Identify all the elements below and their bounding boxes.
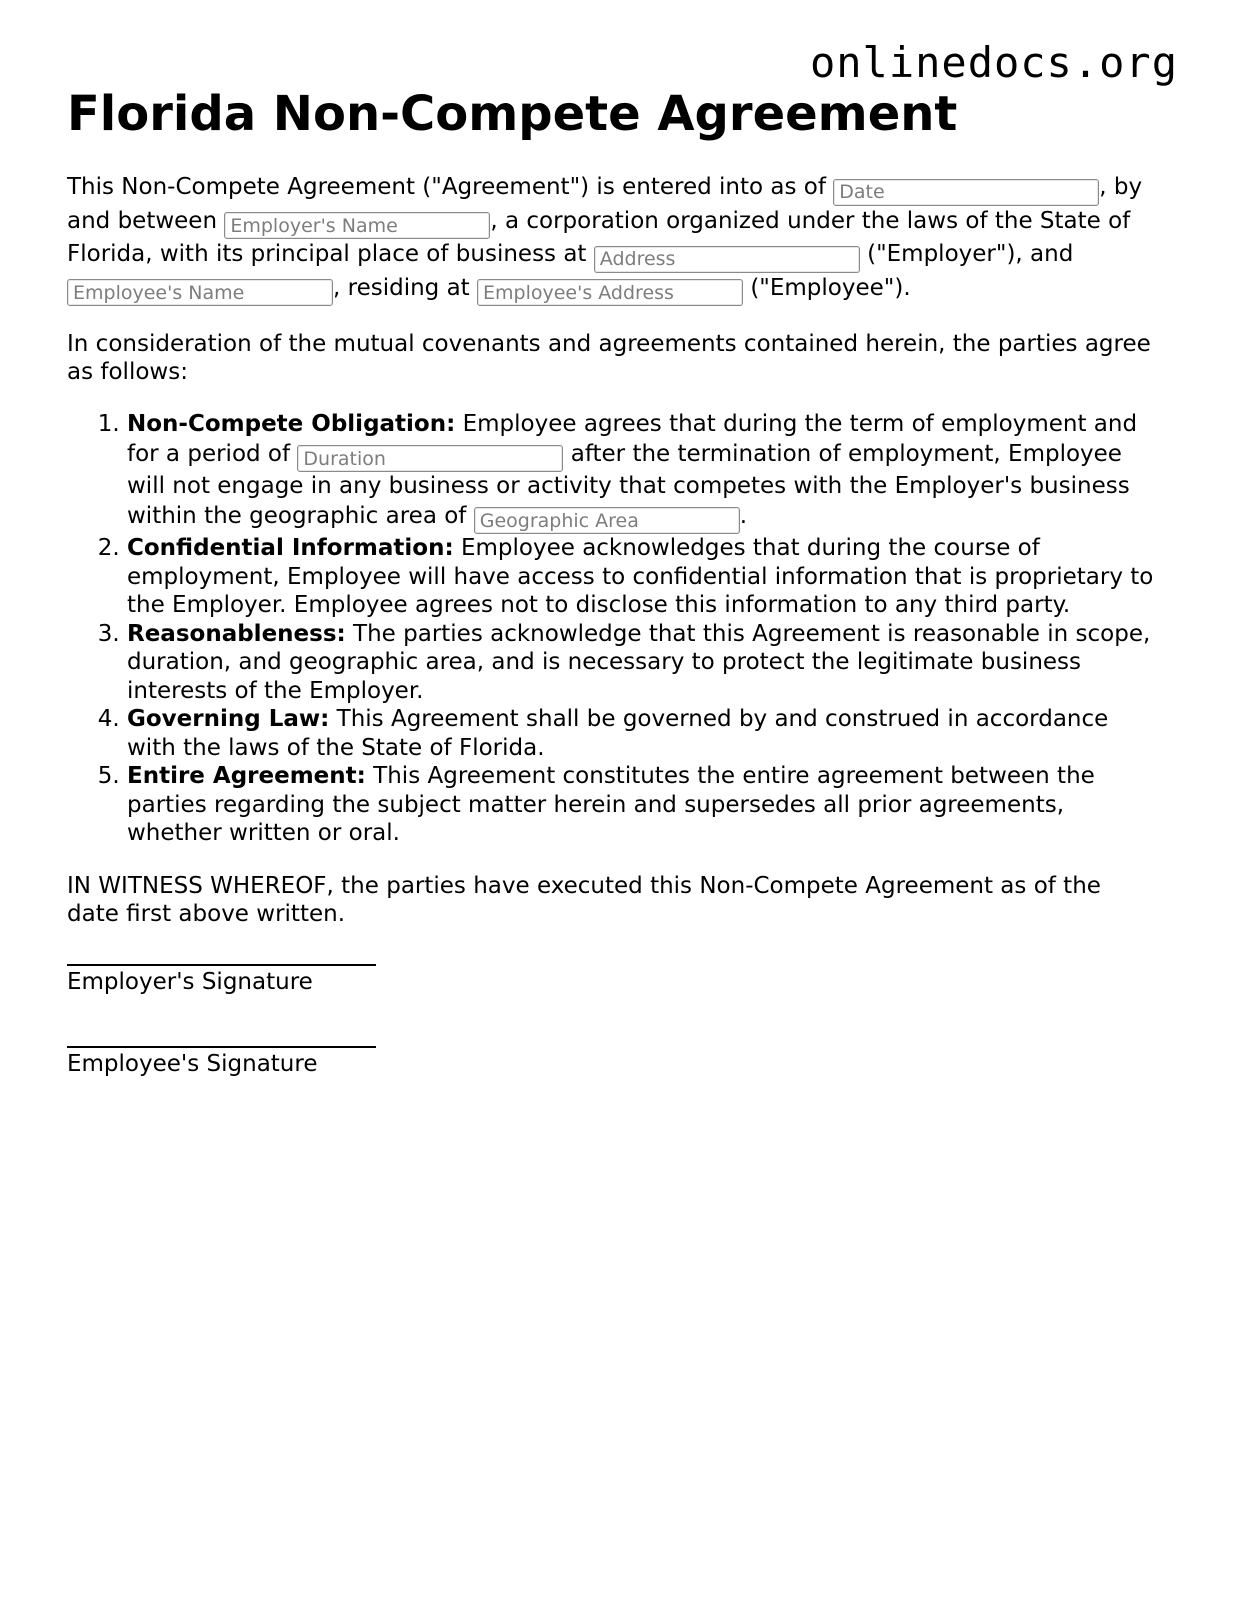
employer-name-input[interactable]: [224, 212, 490, 239]
employer-signature-label: Employer's Signature: [67, 968, 313, 995]
employer-signature-block: [67, 964, 1157, 996]
terms-list: [67, 410, 1157, 848]
term-heading: Governing Law:: [127, 706, 330, 732]
term-item-non-compete: [127, 410, 1157, 534]
document-page: [67, 80, 1157, 1078]
term-heading: Non-Compete Obligation:: [127, 411, 456, 437]
employee-signature-block: [67, 1046, 1157, 1078]
employer-signature-line: [67, 964, 376, 966]
employer-address-input[interactable]: [594, 246, 860, 273]
term-text: .: [739, 502, 748, 529]
employee-address-input[interactable]: [477, 279, 743, 306]
employee-signature-line: [67, 1046, 376, 1048]
term-text: This Agreement shall be governed by and construed in accordance with the laws of the State of Florida.: [127, 706, 1109, 761]
term-heading: Entire Agreement:: [127, 763, 366, 789]
intro-text: , a corporation organized under the laws of the State of Florida, with its principal place of business at: [67, 207, 1131, 267]
witness-paragraph: IN WITNESS WHEREOF, the parties have executed this Non-Compete Agreement as of the date first above written.: [67, 872, 1101, 927]
term-item-governing-law: [127, 705, 1157, 762]
term-item-entire-agreement: [127, 762, 1157, 848]
term-text: Employee acknowledges that during the course of employment, Employee will have access to confidential information that is proprietary to the Employer. Employee agrees not to disclose this information to any third party.: [127, 535, 1154, 618]
term-text: This Agreement constitutes the entire agreement between the parties regarding the subject matter herein and supersedes all prior agreements, whether written or oral.: [127, 763, 1095, 846]
intro-text: ("Employer"), and: [867, 241, 1074, 267]
term-heading: Reasonableness:: [127, 620, 346, 647]
intro-text: , residing at: [333, 274, 470, 301]
term-heading: Confidential Information:: [127, 535, 454, 561]
consideration-paragraph: In consideration of the mutual covenants and agreements contained herein, the parties agree as follows:: [67, 331, 1151, 385]
duration-input[interactable]: [297, 445, 563, 472]
document-title: Florida Non-Compete Agreement: [67, 86, 958, 142]
term-item-reasonableness: [127, 620, 1157, 706]
site-watermark: onlinedocs.org: [809, 38, 1178, 87]
intro-text: ("Employee").: [750, 274, 911, 301]
employee-signature-label: Employee's Signature: [67, 1050, 318, 1077]
term-text: Employee agrees that during the term of employment and for a period of: [127, 411, 1138, 467]
date-input[interactable]: [833, 179, 1099, 206]
intro-text: , by and between: [67, 174, 1143, 234]
term-text: The parties acknowledge that this Agreement is reasonable in scope, duration, and geographic area, and is necessary to protect the legitimate business interests of the Employer.: [127, 620, 1151, 704]
employee-name-input[interactable]: [67, 279, 333, 306]
intro-text: This Non-Compete Agreement ("Agreement") is entered into as of: [67, 174, 826, 200]
geographic-area-input[interactable]: [474, 507, 740, 534]
term-item-confidential: [127, 534, 1157, 620]
intro-paragraph: [67, 172, 1157, 306]
term-text: after the termination of employment, Employee will not engage in any business or activity that competes with the Employer's business within the geographic area of: [127, 440, 1130, 529]
